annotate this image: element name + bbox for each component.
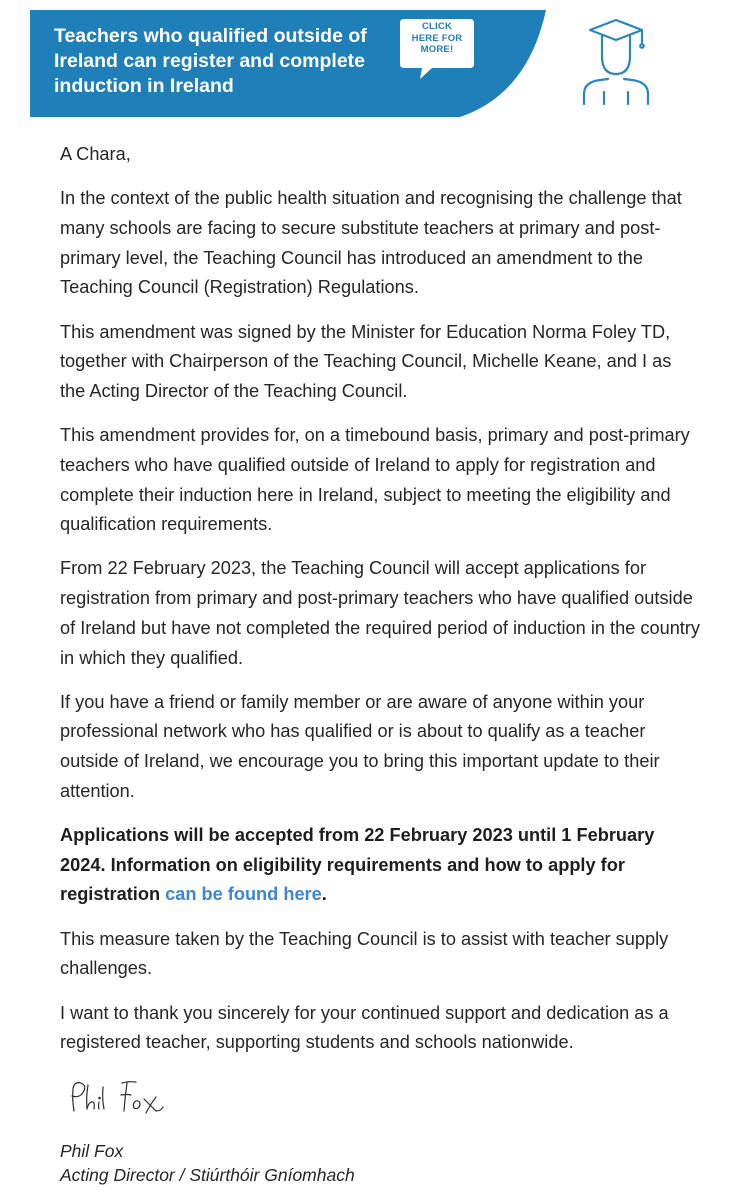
signature-image xyxy=(64,1075,174,1119)
found-here-link[interactable]: can be found here xyxy=(165,884,322,905)
signatory-name: Phil Fox xyxy=(60,1141,124,1161)
applications-suffix: . xyxy=(321,884,327,905)
cta-line-2: HERE FOR xyxy=(411,32,463,44)
banner-headline: Teachers who qualified outside of Ireland can register and complete induction in Ireland xyxy=(54,25,367,97)
cta-line-1: CLICK xyxy=(421,21,453,32)
paragraph-applications xyxy=(60,821,700,910)
paragraph-encourage: If you have a friend or family member or are aware of anyone within your professional network who has qualified or is about to qualify as a teacher outside of Ireland, we encourage you to bring this important update to their attention. xyxy=(60,691,660,801)
greeting: A Chara, xyxy=(60,144,131,164)
paragraph-provision: This amendment provides for, on a timebound basis, primary and post-primary teachers who have qualified outside of Ireland to apply for registration and complete their induction here in Ireland, subject to meeting the eligibility and qualification requirements. xyxy=(60,425,690,535)
click-here-button[interactable] xyxy=(402,21,472,56)
cta-line-3: MORE! xyxy=(420,44,454,55)
paragraph-measure: This measure taken by the Teaching Council is to assist with teacher supply challenges. xyxy=(60,928,669,979)
promo-banner[interactable] xyxy=(30,10,720,117)
paragraph-from-date: From 22 February 2023, the Teaching Council will accept applications for registration from primary and post-primary teachers who have qualified outside of Ireland but have not completed the required period of induction in the country in which they qualified. xyxy=(60,558,701,668)
graduate-icon xyxy=(578,12,656,108)
signatory-title: Acting Director / Stiúrthóir Gníomhach xyxy=(60,1165,355,1185)
applications-text: Applications will be accepted from 22 February 2023 until 1 February 2024. Information on eligibility requirements and how to apply for registration xyxy=(60,825,655,905)
paragraph-signatories: This amendment was signed by the Minister for Education Norma Foley TD, together with Chairperson of the Teaching Council, Michelle Keane, and I as the Acting Director of the Teaching Council. xyxy=(60,321,672,401)
letter-body xyxy=(60,140,700,1072)
paragraph-thanks: I want to thank you sincerely for your continued support and dedication as a registered teacher, supporting students and schools nationwide. xyxy=(60,1002,669,1053)
paragraph-context: In the context of the public health situation and recognising the challenge that many schools are facing to secure substitute teachers at primary and post-primary level, the Teaching Council has introduced an amendment to the Teaching Council (Registration) Regulations. xyxy=(60,188,682,298)
